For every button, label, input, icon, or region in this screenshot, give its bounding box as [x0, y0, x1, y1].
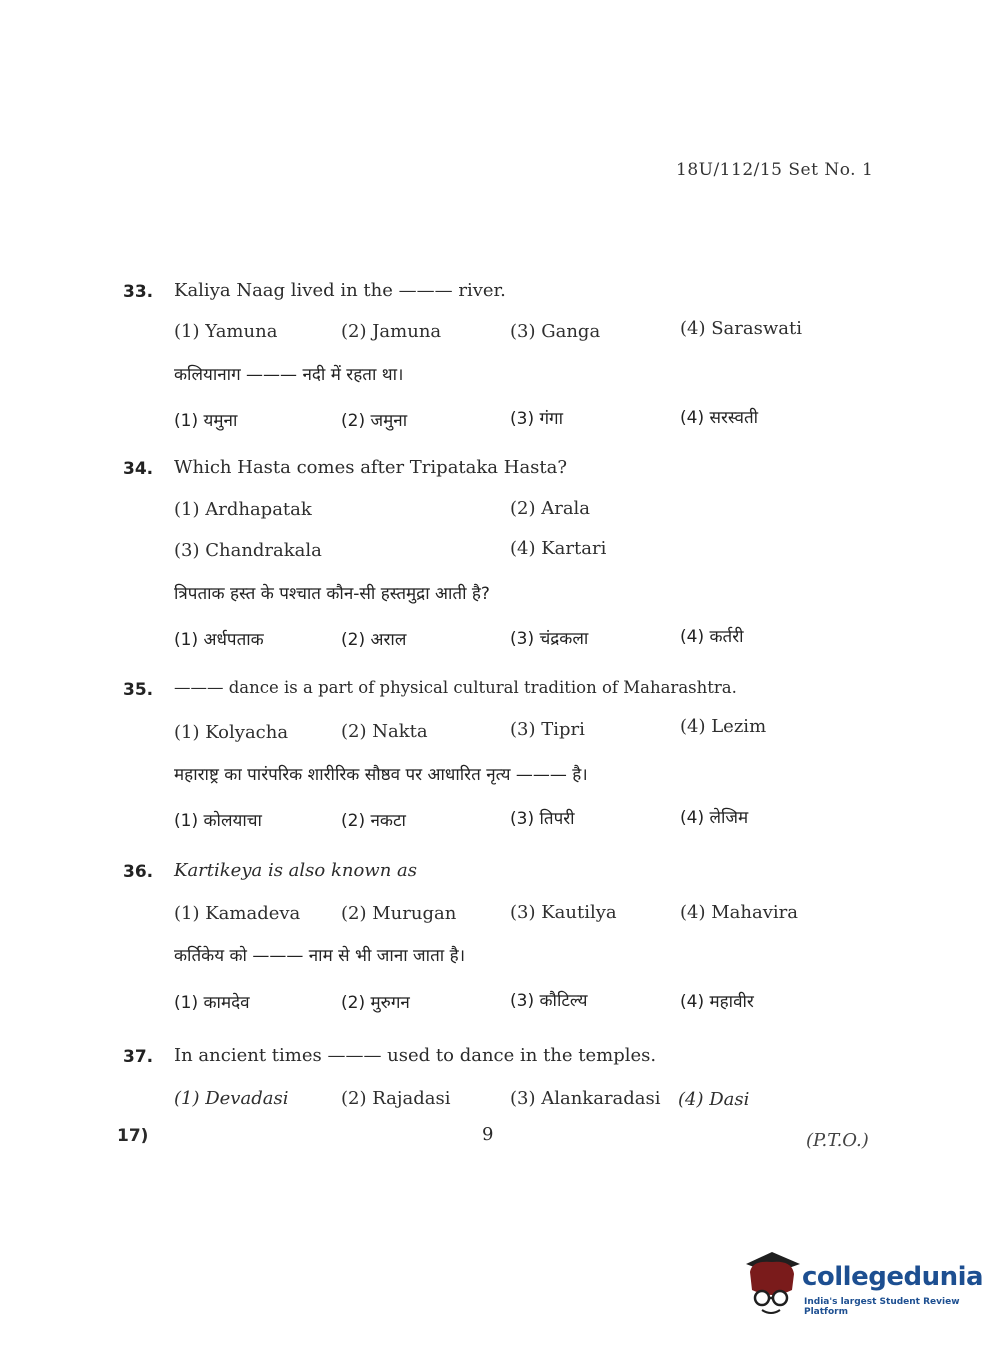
page-number: 9	[482, 1124, 494, 1145]
question-number: 35.	[123, 680, 154, 700]
question-text-hi: त्रिपताक हस्त के पश्चात कौन-सी हस्तमुद्रा आती है?	[174, 584, 490, 604]
option: (1) Kamadeva	[174, 903, 301, 924]
option: (3) Ganga	[510, 321, 601, 342]
option-hi: (4) महावीर	[680, 992, 754, 1012]
option: (4) Kartari	[510, 538, 607, 559]
option: (1) Kolyacha	[174, 722, 289, 743]
option-hi: (1) यमुना	[174, 411, 238, 431]
question-number: 33.	[123, 282, 154, 302]
option-hi: (2) जमुना	[341, 411, 408, 431]
logo-tagline: India's largest Student Review Platform	[804, 1297, 960, 1317]
question-text-en: Which Hasta comes after Tripataka Hasta?	[174, 457, 568, 478]
question-number: 36.	[123, 862, 154, 882]
footer-left-mark: 17)	[117, 1126, 149, 1146]
option: (4) Lezim	[680, 716, 767, 737]
question-text-hi: कर्तिकेय को ——— नाम से भी जाना जाता है।	[174, 946, 466, 966]
option: (3) Tipri	[510, 719, 585, 740]
option-hi: (3) गंगा	[510, 409, 564, 429]
option-hi: (2) मुरुगन	[341, 993, 410, 1013]
option: (2) Nakta	[341, 721, 428, 742]
question-text-hi: कलियानाग ——— नदी में रहता था।	[174, 365, 404, 385]
option: (2) Rajadasi	[341, 1088, 451, 1109]
option-hi: (3) तिपरी	[510, 809, 575, 829]
option-hi: (4) लेजिम	[680, 808, 749, 828]
option: (4) Dasi	[678, 1089, 750, 1110]
option: (1) Ardhapatak	[174, 499, 312, 520]
option-hi: (2) नकटा	[341, 811, 406, 831]
option: (3) Chandrakala	[174, 540, 322, 561]
question-text-en: Kaliya Naag lived in the ——— river.	[174, 280, 506, 301]
paper-code: 18U/112/15 Set No. 1	[676, 160, 874, 180]
mascot-icon	[742, 1250, 802, 1320]
option-hi: (1) कोलयाचा	[174, 811, 262, 831]
option-hi: (3) चंद्रकला	[510, 629, 589, 649]
option: (3) Alankaradasi	[510, 1088, 661, 1109]
logo-wordmark: collegedunia	[802, 1262, 984, 1292]
option-hi: (1) अर्धपताक	[174, 630, 264, 650]
option-hi: (3) कौटिल्य	[510, 991, 588, 1011]
option: (3) Kautilya	[510, 902, 617, 923]
option-hi: (4) सरस्वती	[680, 408, 759, 428]
pto-mark: (P.T.O.)	[806, 1130, 869, 1151]
question-text-en: ——— dance is a part of physical cultural tradition of Maharashtra.	[174, 678, 737, 697]
question-text-en: Kartikeya is also known as	[174, 860, 417, 881]
option: (4) Mahavira	[680, 902, 798, 923]
question-text-en: In ancient times ——— used to dance in the temples.	[174, 1045, 657, 1066]
option-hi: (2) अराल	[341, 630, 407, 650]
option: (2) Jamuna	[341, 321, 442, 342]
option: (2) Murugan	[341, 903, 457, 924]
question-text-hi: महाराष्ट्र का पारंपरिक शारीरिक सौष्ठव पर आधारित नृत्य ——— है।	[174, 765, 588, 785]
option: (1) Yamuna	[174, 321, 278, 342]
option-hi: (4) कर्तरी	[680, 627, 744, 647]
collegedunia-logo	[742, 1250, 984, 1320]
option: (1) Devadasi	[174, 1088, 289, 1109]
option-hi: (1) कामदेव	[174, 993, 250, 1013]
option: (2) Arala	[510, 498, 591, 519]
option: (4) Saraswati	[680, 318, 802, 339]
question-number: 34.	[123, 459, 154, 479]
question-number: 37.	[123, 1047, 154, 1067]
